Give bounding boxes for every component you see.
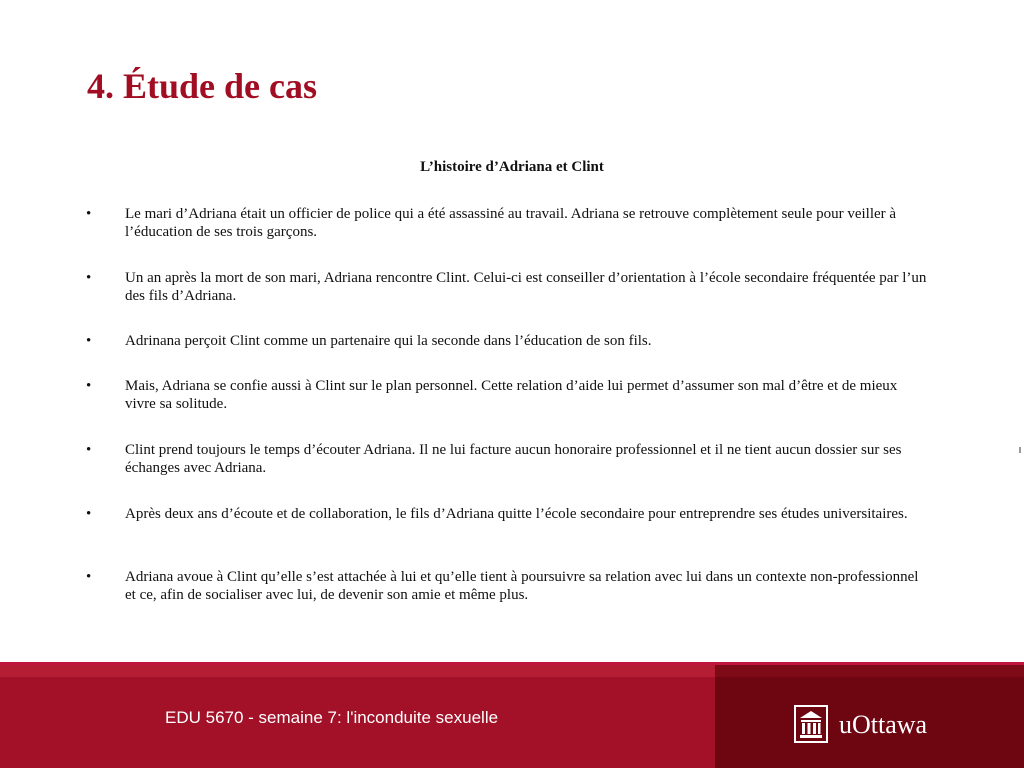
slide-edge-mark [1019,447,1021,453]
footer-band-highlight [0,665,715,677]
footer-course-title: EDU 5670 - semaine 7: l'inconduite sexuelle [165,708,499,727]
university-building-icon [792,704,830,744]
bullet-text: Adrinana perçoit Clint comme un partenaire qui la seconde dans l’éducation de son fils. [125,333,652,349]
bullet-mark: • [86,569,92,585]
footer-logo-band-highlight [715,665,1024,677]
bullet-text: Adriana avoue à Clint qu’elle s’est attachée à lui et qu’elle tient à poursuivre sa relation avec lui dans un contexte non-professionnel et ce, afin de socialiser avec lui, de devenir son amie et même plus. [125,569,919,603]
bullet-mark: • [86,333,92,349]
bullet-text: Mais, Adriana se confie aussi à Clint sur le plan personnel. Cette relation d’aide lui permet d’assumer son mal d’être et de mieux vivre sa solitude. [125,378,898,412]
bullet-mark: • [86,206,92,222]
bullet-mark: • [86,506,92,522]
bullet-mark: • [86,442,92,458]
bullet-mark: • [86,378,92,394]
bullet-text: Un an après la mort de son mari, Adriana rencontre Clint. Celui-ci est conseiller d’orientation à l’école secondaire fréquentée par l’un des fils d’Adriana. [125,270,927,304]
bullet-text: Le mari d’Adriana était un officier de police qui a été assassiné au travail. Adriana se retrouve complètement seule pour veiller à l’éducation de ses trois garçons. [125,206,897,240]
logo-wordmark: uOttawa [839,710,928,739]
bullet-mark: • [86,270,92,286]
slide-title: 4. Étude de cas [87,66,318,106]
bullet-text: Après deux ans d’écoute et de collaboration, le fils d’Adriana quitte l’école secondaire pour entreprendre ses études universitaires. [125,506,908,522]
case-study-heading: L’histoire d’Adriana et Clint [420,159,604,175]
bullet-text: Clint prend toujours le temps d’écouter Adriana. Il ne lui facture aucun honoraire professionnel et il ne tient aucun dossier sur ses échanges avec Adriana. [125,442,902,476]
uottawa-logo [792,704,972,748]
